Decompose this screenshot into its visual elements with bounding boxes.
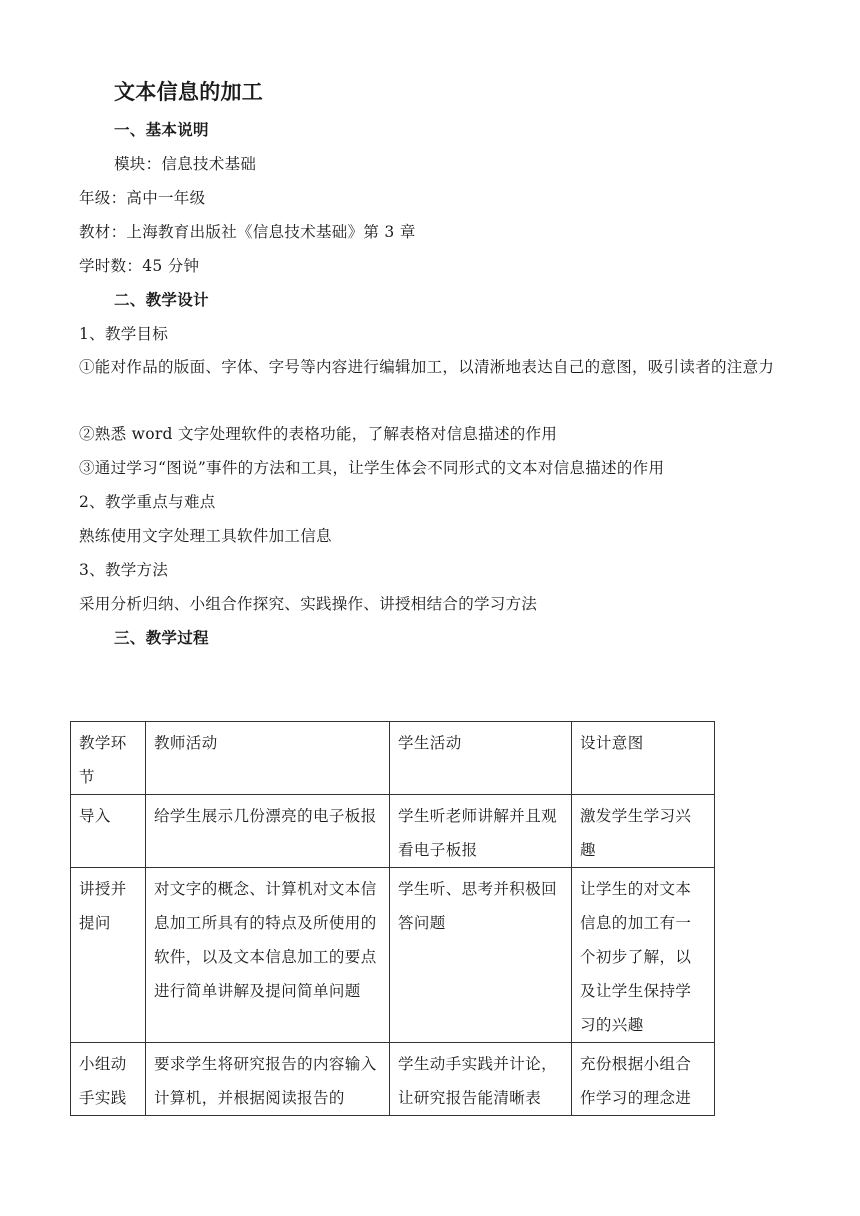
header-cell-teacher: 教师活动 (146, 722, 390, 795)
table-cell: 小组动手实践 (71, 1043, 146, 1116)
table-cell: 要求学生将研究报告的内容输入计算机，并根据阅读报告的 (146, 1043, 390, 1116)
section-heading-design: 二、教学设计 (114, 291, 209, 309)
section-heading-process: 三、教学过程 (114, 629, 209, 647)
document-title: 文本信息的加工 (114, 80, 264, 104)
table-cell: 导入 (71, 795, 146, 868)
header-cell-student: 学生活动 (390, 722, 572, 795)
table-cell: 让学生的对文本信息的加工有一个初步了解，以及让学生保持学习的兴趣 (572, 868, 715, 1043)
goal-1: ①能对作品的版面、字体、字号等内容进行编辑加工，以清淅地表达自己的意图，吸引读者的注意力 (79, 358, 775, 376)
goal-2: ②熟悉 word 文字处理软件的表格功能，了解表格对信息描述的作用 (79, 425, 558, 443)
table-cell: 学生听老师讲解并且观看电子板报 (390, 795, 572, 868)
method-text: 采用分析归纳、小组合作探究、实践操作、讲授相结合的学习方法 (79, 595, 538, 613)
header-cell-intent: 设计意图 (572, 722, 715, 795)
module-line: 模块：信息技术基础 (114, 155, 257, 173)
table-row (71, 795, 715, 868)
table-cell: 学生动手实践并计论，让研究报告能清晰表 (390, 1043, 572, 1116)
table-cell: 学生听、思考并积极回答问题 (390, 868, 572, 1043)
table-cell: 对文字的概念、计算机对文本信息加工所具有的特点及所使用的软件，以及文本信息加工的要点进行简单讲解及提问简单问题 (146, 868, 390, 1043)
key-points-text: 熟练使用文字处理工具软件加工信息 (79, 527, 332, 545)
header-cell-stage: 教学环节 (71, 722, 146, 795)
table-cell: 给学生展示几份漂亮的电子板报 (146, 795, 390, 868)
table-header-row (71, 722, 715, 795)
textbook-line: 教材：上海教育出版社《信息技术基础》第 3 章 (79, 223, 416, 241)
goals-heading: 1、教学目标 (79, 325, 169, 343)
method-heading: 3、教学方法 (79, 561, 169, 579)
key-points-heading: 2、教学重点与难点 (79, 493, 216, 511)
grade-line: 年级：高中一年级 (79, 189, 206, 207)
table-cell: 充份根据小组合作学习的理念进 (572, 1043, 715, 1116)
section-heading-basic: 一、基本说明 (114, 121, 209, 139)
goal-3: ③通过学习“图说”事件的方法和工具，让学生体会不同形式的文本对信息描述的作用 (79, 459, 665, 477)
table-row (71, 868, 715, 1043)
lesson-process-table (70, 721, 715, 1116)
table-row (71, 1043, 715, 1116)
table-cell: 激发学生学习兴趣 (572, 795, 715, 868)
hours-line: 学时数：45 分钟 (79, 257, 200, 275)
table-cell: 讲授并提问 (71, 868, 146, 1043)
